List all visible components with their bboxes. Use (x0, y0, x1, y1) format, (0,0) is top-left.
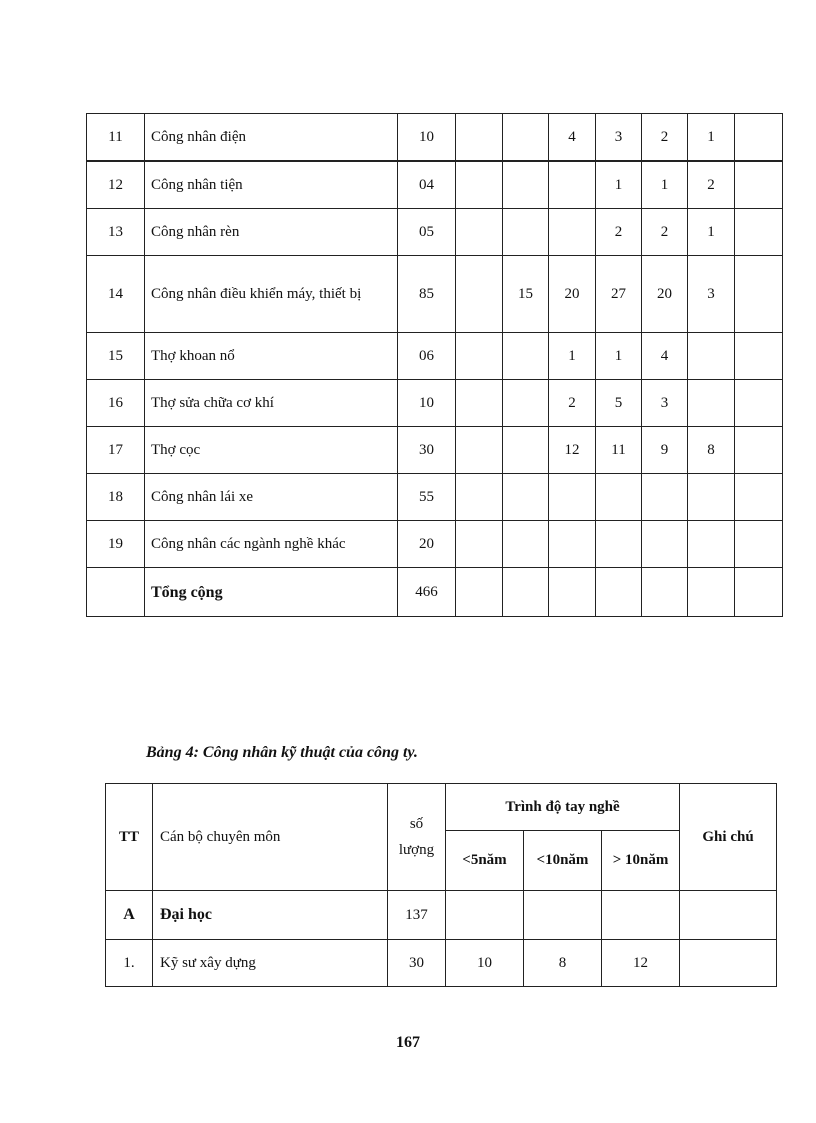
cell (735, 161, 783, 209)
row-quantity: 137 (388, 891, 446, 940)
table-row (87, 333, 783, 380)
quantity: 30 (398, 427, 456, 474)
cell (735, 427, 783, 474)
cell: 2 (549, 380, 596, 427)
row-number: 11 (87, 114, 145, 162)
cell: 27 (596, 256, 642, 333)
cell (735, 568, 783, 617)
header-note: Ghi chú (680, 784, 777, 891)
table-row (87, 209, 783, 256)
table-row (87, 161, 783, 209)
row-tt: A (106, 891, 153, 940)
cell: 1 (642, 161, 688, 209)
cell (735, 474, 783, 521)
cell (642, 568, 688, 617)
cell: 8 (688, 427, 735, 474)
header-lt5: <5năm (446, 831, 524, 891)
row-gt10 (602, 891, 680, 940)
cell (549, 568, 596, 617)
cell (456, 256, 503, 333)
job-name: Công nhân rèn (145, 209, 398, 256)
cell: 2 (688, 161, 735, 209)
cell: 1 (596, 333, 642, 380)
cell (688, 568, 735, 617)
cell (503, 114, 549, 162)
cell (549, 161, 596, 209)
row-number: 13 (87, 209, 145, 256)
job-name: Công nhân các ngành nghề khác (145, 521, 398, 568)
table-row (87, 380, 783, 427)
cell (456, 474, 503, 521)
cell (688, 380, 735, 427)
cell (456, 209, 503, 256)
cell (642, 474, 688, 521)
table-caption: Bảng 4: Công nhân kỹ thuật của công ty. (146, 744, 418, 761)
cell (456, 568, 503, 617)
cell (549, 209, 596, 256)
cell: 11 (596, 427, 642, 474)
row-number: 17 (87, 427, 145, 474)
row-gt10: 12 (602, 940, 680, 987)
cell (688, 333, 735, 380)
workers-table-continued (86, 113, 783, 617)
row-number: 12 (87, 161, 145, 209)
job-name: Thợ cọc (145, 427, 398, 474)
cell: 4 (642, 333, 688, 380)
cell: 4 (549, 114, 596, 162)
row-name: Kỹ sư xây dựng (153, 940, 388, 987)
total-row (87, 568, 783, 617)
cell (549, 474, 596, 521)
row-name: Đại học (153, 891, 388, 940)
cell: 2 (642, 209, 688, 256)
row-number: 15 (87, 333, 145, 380)
table-row (87, 256, 783, 333)
row-lt5: 10 (446, 940, 524, 987)
total-label: Tổng cộng (145, 568, 398, 617)
cell (456, 380, 503, 427)
cell (503, 521, 549, 568)
cell (688, 521, 735, 568)
quantity: 10 (398, 114, 456, 162)
job-name: Công nhân điện (145, 114, 398, 162)
cell (503, 474, 549, 521)
cell (503, 427, 549, 474)
job-name: Công nhân điều khiển máy, thiết bị (145, 256, 398, 333)
cell: 20 (642, 256, 688, 333)
header-name: Cán bộ chuyên môn (153, 784, 388, 891)
row-lt10: 8 (524, 940, 602, 987)
table-row (87, 521, 783, 568)
quantity: 85 (398, 256, 456, 333)
cell (688, 474, 735, 521)
row-number: 16 (87, 380, 145, 427)
cell: 3 (688, 256, 735, 333)
row-note (680, 891, 777, 940)
quantity: 10 (398, 380, 456, 427)
technical-staff-table (105, 783, 777, 987)
cell (87, 568, 145, 617)
page-number: 167 (396, 1034, 420, 1051)
cell (456, 521, 503, 568)
row-quantity: 30 (388, 940, 446, 987)
row-tt: 1. (106, 940, 153, 987)
cell (596, 521, 642, 568)
quantity: 55 (398, 474, 456, 521)
cell (735, 114, 783, 162)
quantity: 04 (398, 161, 456, 209)
quantity: 20 (398, 521, 456, 568)
cell (596, 568, 642, 617)
cell (642, 521, 688, 568)
cell (456, 427, 503, 474)
row-number: 19 (87, 521, 145, 568)
row-lt5 (446, 891, 524, 940)
row-number: 14 (87, 256, 145, 333)
cell: 20 (549, 256, 596, 333)
cell (503, 380, 549, 427)
table-row (106, 940, 777, 987)
row-lt10 (524, 891, 602, 940)
cell (503, 161, 549, 209)
cell: 5 (596, 380, 642, 427)
job-name: Thợ khoan nổ (145, 333, 398, 380)
cell (735, 380, 783, 427)
job-name: Thợ sửa chữa cơ khí (145, 380, 398, 427)
cell: 12 (549, 427, 596, 474)
header-lt10: <10năm (524, 831, 602, 891)
row-number: 18 (87, 474, 145, 521)
table-row (87, 427, 783, 474)
cell (503, 333, 549, 380)
cell: 1 (596, 161, 642, 209)
header-gt10: > 10năm (602, 831, 680, 891)
cell (735, 333, 783, 380)
quantity: 05 (398, 209, 456, 256)
total-quantity: 466 (398, 568, 456, 617)
cell: 1 (688, 209, 735, 256)
cell (735, 209, 783, 256)
header-skill-level: Trình độ tay nghề (446, 784, 680, 831)
table-row (87, 114, 783, 162)
cell (735, 256, 783, 333)
cell: 1 (549, 333, 596, 380)
cell (503, 568, 549, 617)
cell: 9 (642, 427, 688, 474)
table-row (87, 474, 783, 521)
cell: 2 (642, 114, 688, 162)
header-tt: TT (106, 784, 153, 891)
cell: 2 (596, 209, 642, 256)
cell (503, 209, 549, 256)
quantity: 06 (398, 333, 456, 380)
job-name: Công nhân lái xe (145, 474, 398, 521)
header-row (106, 784, 777, 831)
cell (456, 161, 503, 209)
cell: 15 (503, 256, 549, 333)
cell (735, 521, 783, 568)
cell (549, 521, 596, 568)
cell: 1 (688, 114, 735, 162)
cell: 3 (642, 380, 688, 427)
header-quantity: số lượng (388, 784, 446, 891)
row-note (680, 940, 777, 987)
job-name: Công nhân tiện (145, 161, 398, 209)
table-row (106, 891, 777, 940)
cell: 3 (596, 114, 642, 162)
cell (456, 114, 503, 162)
cell (456, 333, 503, 380)
cell (596, 474, 642, 521)
